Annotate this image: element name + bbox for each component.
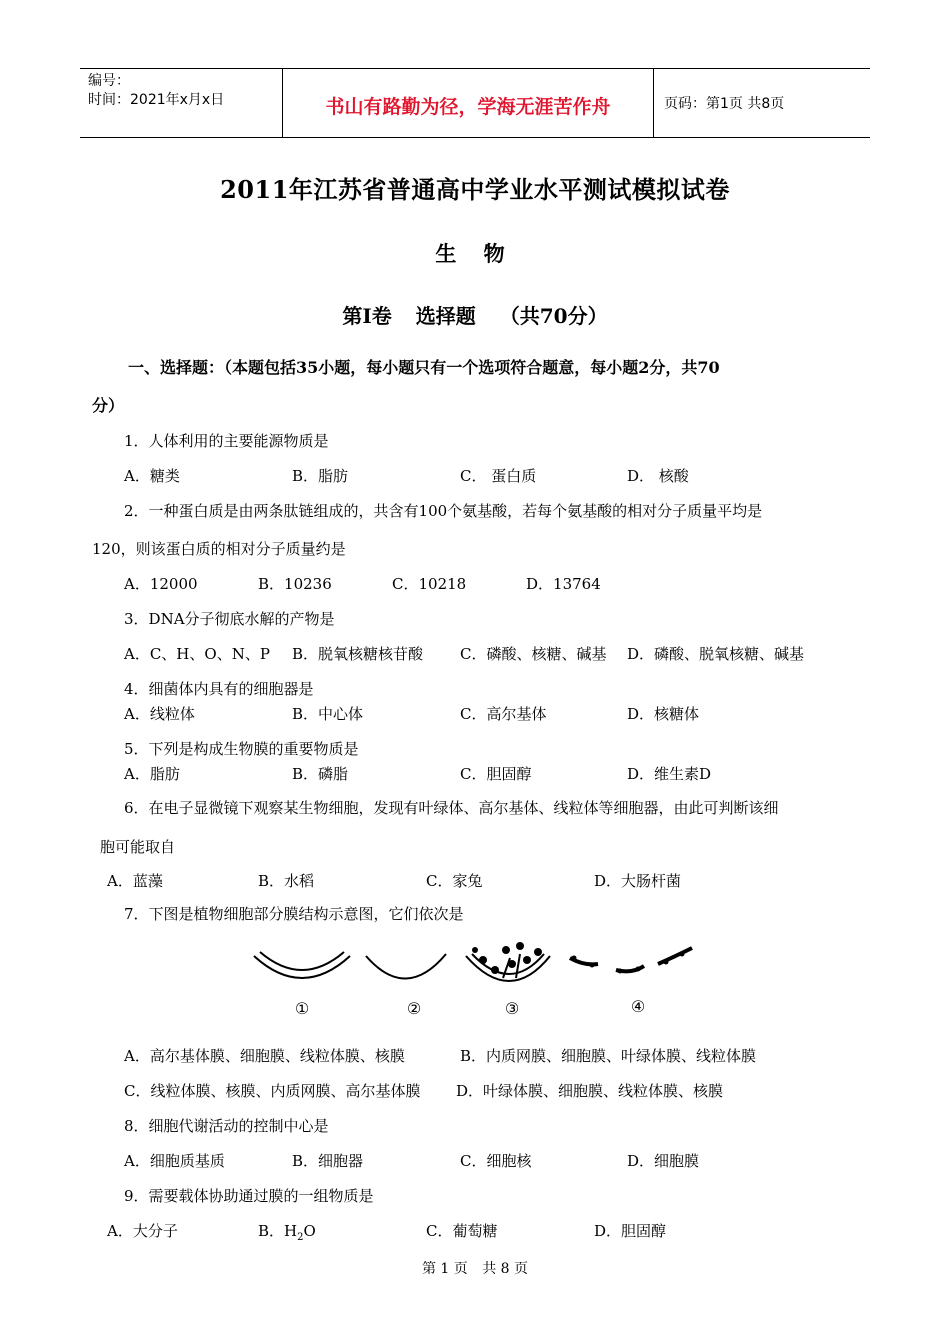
q9-option-d: D．胆固醇 [594,1222,667,1240]
q7-option-a: A．高尔基体膜、细胞膜、线粒体膜、核膜 [124,1047,405,1065]
q5-option-d: D．维生素D [627,765,712,783]
q7-option-c: C．线粒体膜、核膜、内质网膜、高尔基体膜 [124,1082,421,1100]
membrane-structure-figure [248,938,708,1024]
q3-option-a: A．C、H、O、N、P [124,645,270,663]
subject-title: 生 物 [435,241,515,266]
q9-option-c: C．葡萄糖 [426,1222,498,1240]
q2-option-c: C．10218 [392,575,467,593]
part-title [0,300,950,329]
question-5-stem: 5．下列是构成生物膜的重要物质是 [124,740,359,758]
question-6-stem: 6．在电子显微镜下观察某生物细胞，发现有叶绿体、高尔基体、线粒体等细胞器，由此可判断该细 [124,799,779,817]
question-4-stem: 4．细菌体内具有的细胞器是 [124,680,314,698]
q4-option-a: A．线粒体 [124,705,195,723]
q1-option-a: A．糖类 [124,467,180,485]
question-2-stem: 2．一种蛋白质是由两条肽链组成的，共含有100个氨基酸，若每个氨基酸的相对分子质量平均是 [124,502,763,520]
question-3-stem: 3．DNA分子彻底水解的产物是 [124,610,335,628]
q5-option-c: C．胆固醇 [460,765,532,783]
q9-option-b-suffix: O [303,1222,316,1240]
footer-page: 第 1 页 [421,1261,468,1277]
part-score: （共70分） [499,304,608,328]
q5-option-a: A．脂肪 [124,765,180,783]
q9-option-b [258,1220,316,1243]
page-title: 2011年江苏省普通高中学业水平测试模拟试卷 [220,175,730,204]
q1-option-d: D． 核酸 [627,467,689,485]
question-7-stem: 7．下图是植物细胞部分膜结构示意图，它们依次是 [124,905,464,923]
q9-option-a: A．大分子 [107,1222,178,1240]
q4-option-d: D．核糖体 [627,705,700,723]
q3-option-b: B．脱氧核糖核苷酸 [292,645,424,663]
q2-option-d: D．13764 [526,575,601,593]
q3-option-d: D．磷酸、脱氧核糖、碱基 [627,645,805,663]
question-1-stem: 1．人体利用的主要能源物质是 [124,432,329,450]
question-6-stem-cont: 胞可能取自 [100,838,176,856]
figure-label-3: ③ [504,999,520,1018]
q1-option-b: B．脂肪 [292,467,349,485]
page-footer [0,1258,950,1278]
q1-option-c: C． 蛋白质 [460,467,537,485]
membrane-4-drawing [570,948,692,974]
q4-option-c: C．高尔基体 [460,705,547,723]
header-meta [80,69,282,137]
time-label: 时间：2021年x月x日 [88,92,225,108]
section-instructions-cont: 分） [92,396,125,415]
q8-option-b: B．细胞器 [292,1152,364,1170]
q7-option-b: B．内质网膜、细胞膜、叶绿体膜、线粒体膜 [460,1047,757,1065]
q8-option-d: D．细胞膜 [627,1152,700,1170]
q6-option-d: D．大肠杆菌 [594,872,682,890]
part-type: 选择题 [415,304,476,328]
figure-label-1: ① [294,999,310,1018]
q8-option-c: C．细胞核 [460,1152,532,1170]
q2-option-a: A．12000 [124,575,198,593]
q3-option-c: C．磷酸、核糖、碱基 [460,645,607,663]
number-label: 编号： [88,73,130,89]
document-header [80,68,870,138]
section-instructions: 一、选择题：（本题包括35小题，每小题只有一个选项符合题意，每小题2分，共70 [128,358,720,377]
q8-option-a: A．细胞质基质 [124,1152,225,1170]
q5-option-b: B．磷脂 [292,765,349,783]
footer-total: 共 8 页 [482,1261,529,1277]
q6-option-a: A．蓝藻 [107,872,163,890]
question-8-stem: 8．细胞代谢活动的控制中心是 [124,1117,329,1135]
q6-option-b: B．水稻 [258,872,315,890]
header-page-info: 页码：第1页 共8页 [664,96,785,112]
figure-label-2: ② [406,999,422,1018]
q7-option-d: D．叶绿体膜、细胞膜、线粒体膜、核膜 [456,1082,724,1100]
header-motto: 书山有路勤为径，学海无涯苦作舟 [282,69,654,137]
membrane-2-drawing [366,954,446,979]
question-9-stem: 9．需要载体协助通过膜的一组物质是 [124,1187,374,1205]
membrane-3-drawing [466,942,550,981]
q2-option-b: B．10236 [258,575,332,593]
question-2-stem-cont: 120，则该蛋白质的相对分子质量约是 [92,540,346,558]
q4-option-b: B．中心体 [292,705,364,723]
membrane-1-drawing [254,952,350,978]
part-name: 第Ⅰ卷 [342,304,392,328]
q9-option-b-prefix: B．H [258,1222,298,1240]
figure-label-4: ④ [630,997,646,1016]
q6-option-c: C．家兔 [426,872,483,890]
q9-option-b-subscript: 2 [297,1232,304,1243]
